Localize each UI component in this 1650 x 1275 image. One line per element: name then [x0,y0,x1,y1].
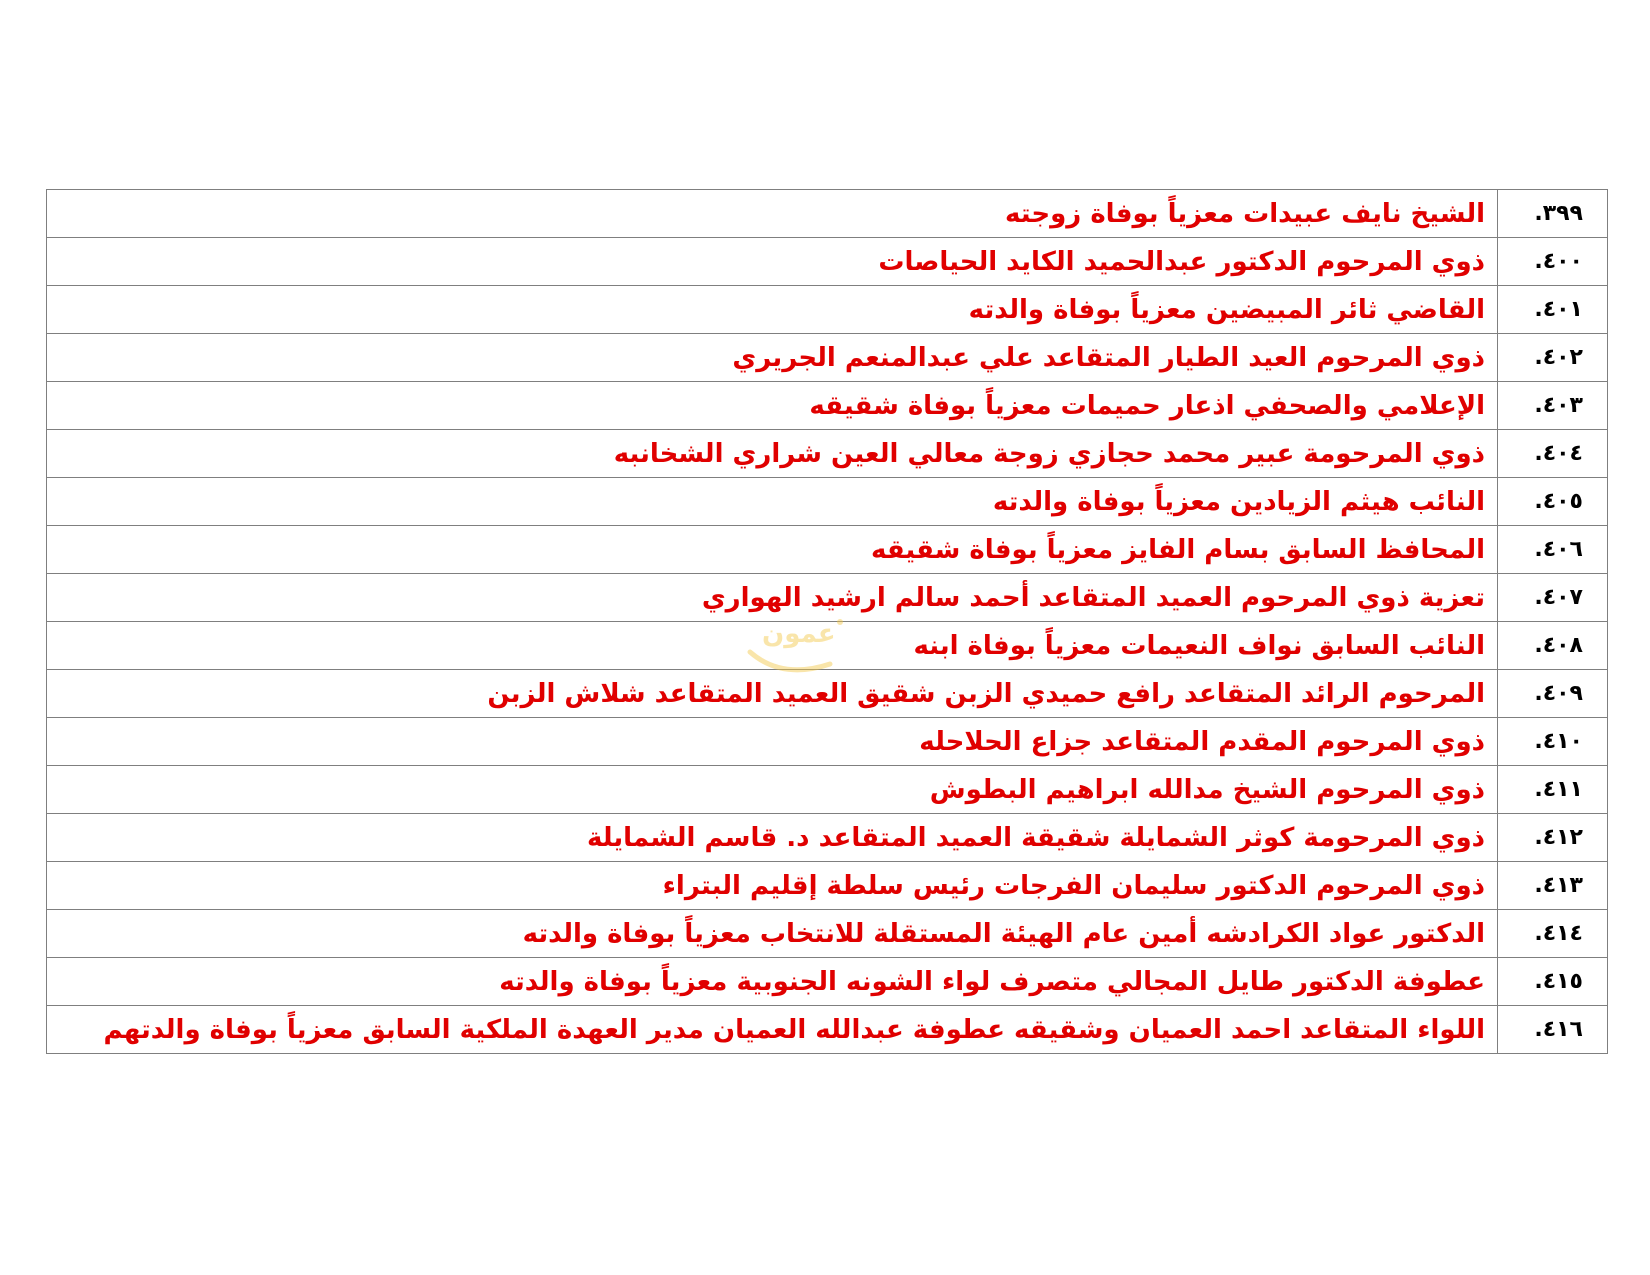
row-text: تعزية ذوي المرحوم العميد المتقاعد أحمد سالم ارشيد الهواري [47,574,1498,622]
table-row [47,190,1608,238]
row-text: الشيخ نايف عبيدات معزياً بوفاة زوجته [47,190,1498,238]
row-text: اللواء المتقاعد احمد العميان وشقيقه عطوفة عبدالله العميان مدير العهدة الملكية السابق معزياً بوفاة والدتهم [47,1006,1498,1054]
condolence-list-table [46,189,1608,1054]
table-row [47,718,1608,766]
row-number: ٤٠٩. [1498,670,1608,718]
row-text: عطوفة الدكتور طايل المجالي متصرف لواء الشونه الجنوبية معزياً بوفاة والدته [47,958,1498,1006]
row-text: الإعلامي والصحفي اذعار حميمات معزياً بوفاة شقيقه [47,382,1498,430]
row-number: ٤١٤. [1498,910,1608,958]
table-row [47,526,1608,574]
row-number: ٤٠٢. [1498,334,1608,382]
row-number: ٤١٥. [1498,958,1608,1006]
row-number: ٤١٠. [1498,718,1608,766]
table-row [47,478,1608,526]
row-text: النائب هيثم الزيادين معزياً بوفاة والدته [47,478,1498,526]
row-number: ٤١١. [1498,766,1608,814]
row-number: ٤٠٣. [1498,382,1608,430]
row-text: ذوي المرحوم الدكتور عبدالحميد الكايد الحياصات [47,238,1498,286]
row-text: ذوي المرحومة كوثر الشمايلة شقيقة العميد المتقاعد د. قاسم الشمايلة [47,814,1498,862]
table-row [47,910,1608,958]
watermark-text: عمون [762,619,836,649]
row-number: ٤٠٠. [1498,238,1608,286]
table-row [47,670,1608,718]
row-text: المحافظ السابق بسام الفايز معزياً بوفاة شقيقه [47,526,1498,574]
table-row [47,382,1608,430]
row-number: ٤٠٨. [1498,622,1608,670]
row-number: ٤١٢. [1498,814,1608,862]
row-number: ٤٠٥. [1498,478,1608,526]
table-row [47,334,1608,382]
row-number: ٤١٦. [1498,1006,1608,1054]
table-row [47,622,1608,670]
table-row [47,574,1608,622]
row-text: ذوي المرحومة عبير محمد حجازي زوجة معالي العين شراري الشخانبه [47,430,1498,478]
row-text: الدكتور عواد الكرادشه أمين عام الهيئة المستقلة للانتخاب معزياً بوفاة والدته [47,910,1498,958]
row-number: ٤٠١. [1498,286,1608,334]
row-number: ٣٩٩. [1498,190,1608,238]
row-number: ٤٠٤. [1498,430,1608,478]
table-row [47,286,1608,334]
table-row [47,814,1608,862]
row-text: القاضي ثائر المبيضين معزياً بوفاة والدته [47,286,1498,334]
row-number: ٤٠٦. [1498,526,1608,574]
condolence-list-body [47,190,1608,1054]
table-row [47,238,1608,286]
row-number: ٤١٣. [1498,862,1608,910]
row-number: ٤٠٧. [1498,574,1608,622]
row-text: ذوي المرحوم المقدم المتقاعد جزاع الحلاحله [47,718,1498,766]
table-row [47,1006,1608,1054]
row-text: النائب السابق نواف النعيمات معزياً بوفاة ابنه [47,622,1498,670]
row-text: ذوي المرحوم الشيخ مدالله ابراهيم البطوش [47,766,1498,814]
table-row [47,430,1608,478]
row-text: ذوي المرحوم الدكتور سليمان الفرجات رئيس سلطة إقليم البتراء [47,862,1498,910]
row-text: المرحوم الرائد المتقاعد رافع حميدي الزبن شقيق العميد المتقاعد شلاش الزبن [47,670,1498,718]
table-row [47,766,1608,814]
table-row [47,958,1608,1006]
table-row [47,862,1608,910]
row-text: ذوي المرحوم العيد الطيار المتقاعد علي عبدالمنعم الجريري [47,334,1498,382]
